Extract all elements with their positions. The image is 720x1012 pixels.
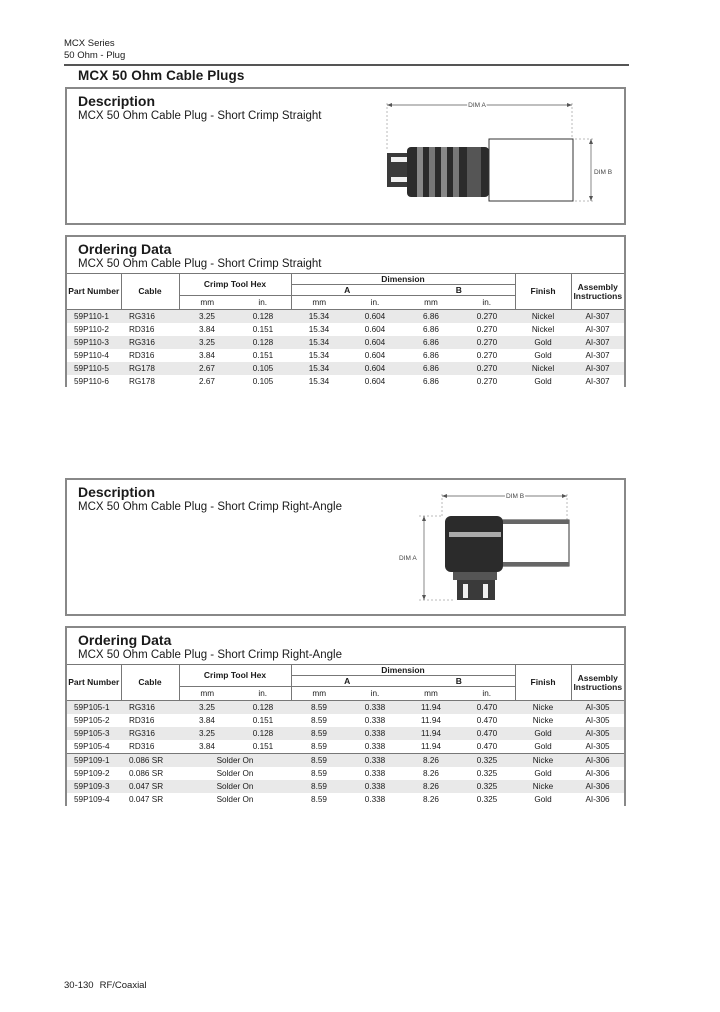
table-cell: 0.270	[459, 310, 515, 324]
table-cell: RD316	[121, 349, 179, 362]
table-cell: RD316	[121, 714, 179, 727]
subseries-name: 50 Ohm - Plug	[64, 50, 126, 61]
ordering-heading: Ordering Data	[78, 241, 172, 257]
table-cell: Nickel	[515, 323, 571, 336]
table-cell: 11.94	[403, 701, 459, 715]
table-cell: 0.128	[235, 727, 291, 740]
table-cell: Gold	[515, 767, 571, 780]
table-cell: AI-306	[571, 780, 624, 793]
table-cell: 6.86	[403, 375, 459, 388]
table-cell: 3.84	[179, 740, 235, 754]
col-part-number: Part Number	[67, 665, 121, 701]
table-cell: Solder On	[179, 767, 291, 780]
table-cell: 8.26	[403, 780, 459, 793]
table-row	[67, 375, 624, 388]
table-cell: 0.338	[347, 767, 403, 780]
table-cell: Nickel	[515, 310, 571, 324]
table-cell: Nicke	[515, 714, 571, 727]
table-cell: AI-307	[571, 336, 624, 349]
table-cell: 15.34	[291, 349, 347, 362]
table-cell: Nicke	[515, 754, 571, 768]
table-cell: 59P105-2	[67, 714, 121, 727]
table-cell: RG316	[121, 336, 179, 349]
table-cell: Solder On	[179, 754, 291, 768]
table-cell: Gold	[515, 336, 571, 349]
table-cell: 8.59	[291, 701, 347, 715]
unit-in: in.	[459, 687, 515, 701]
table-cell: Nickel	[515, 362, 571, 375]
unit-in: in.	[235, 687, 291, 701]
col-dim-b: B	[403, 676, 515, 687]
table-cell: 0.325	[459, 754, 515, 768]
table-cell: 8.59	[291, 740, 347, 754]
table-cell: 59P110-1	[67, 310, 121, 324]
table-cell: AI-305	[571, 727, 624, 740]
table-cell: 59P109-4	[67, 793, 121, 806]
page-footer	[64, 980, 147, 991]
col-finish: Finish	[515, 665, 571, 701]
unit-mm: mm	[179, 296, 235, 310]
table-cell: 6.86	[403, 349, 459, 362]
description-heading: Description	[78, 484, 156, 500]
table-cell: AI-306	[571, 767, 624, 780]
description-panel-right-angle	[65, 478, 626, 616]
col-cable: Cable	[121, 274, 179, 310]
table-cell: 11.94	[403, 727, 459, 740]
table-row	[67, 714, 624, 727]
table-cell: 0.128	[235, 336, 291, 349]
ordering-panel-right-angle	[65, 626, 626, 806]
table-row	[67, 323, 624, 336]
table-cell: 59P110-5	[67, 362, 121, 375]
col-assembly: Assembly Instructions	[571, 274, 624, 310]
table-cell: 8.26	[403, 754, 459, 768]
table-cell: Gold	[515, 727, 571, 740]
unit-in: in.	[347, 687, 403, 701]
table-cell: 0.151	[235, 714, 291, 727]
col-dimension: Dimension	[291, 274, 515, 285]
table-row	[67, 701, 624, 715]
table-cell: 0.470	[459, 727, 515, 740]
table-cell: 59P105-1	[67, 701, 121, 715]
table-cell: Gold	[515, 375, 571, 388]
table-row	[67, 727, 624, 740]
table-row	[67, 793, 624, 806]
table-cell: RG178	[121, 375, 179, 388]
table-cell: 0.325	[459, 780, 515, 793]
table-cell: 15.34	[291, 310, 347, 324]
table-cell: AI-307	[571, 323, 624, 336]
table-cell: 59P110-4	[67, 349, 121, 362]
table-cell: 6.86	[403, 336, 459, 349]
table-cell: Nicke	[515, 780, 571, 793]
table-cell: Gold	[515, 793, 571, 806]
table-cell: 0.338	[347, 780, 403, 793]
table-cell: 8.59	[291, 767, 347, 780]
table-cell: 0.604	[347, 362, 403, 375]
table-cell: 0.325	[459, 767, 515, 780]
table-cell: Solder On	[179, 793, 291, 806]
table-cell: 0.270	[459, 362, 515, 375]
table-cell: 0.470	[459, 701, 515, 715]
table-cell: 0.270	[459, 349, 515, 362]
ordering-table-straight	[67, 273, 624, 388]
table-cell: 59P105-4	[67, 740, 121, 754]
table-cell: 0.470	[459, 740, 515, 754]
table-cell: 0.128	[235, 701, 291, 715]
table-cell: 3.25	[179, 310, 235, 324]
col-dim-a: A	[291, 285, 403, 296]
table-cell: 0.270	[459, 323, 515, 336]
table-cell: 0.086 SR	[121, 767, 179, 780]
table-cell: 11.94	[403, 740, 459, 754]
table-cell: 3.84	[179, 714, 235, 727]
ordering-subtitle: MCX 50 Ohm Cable Plug - Short Crimp Straight	[78, 258, 322, 270]
unit-in: in.	[459, 296, 515, 310]
table-cell: 0.604	[347, 336, 403, 349]
table-cell: 11.94	[403, 714, 459, 727]
table-cell: 15.34	[291, 336, 347, 349]
ordering-table-right-angle	[67, 664, 624, 806]
table-cell: Solder On	[179, 780, 291, 793]
table-cell: 0.105	[235, 375, 291, 388]
table-cell: 0.338	[347, 714, 403, 727]
ordering-heading: Ordering Data	[78, 632, 172, 648]
table-cell: 0.128	[235, 310, 291, 324]
dim-b-label: DIM B	[594, 169, 613, 176]
table-cell: 3.25	[179, 701, 235, 715]
table-cell: 0.151	[235, 349, 291, 362]
table-cell: Gold	[515, 349, 571, 362]
description-text: MCX 50 Ohm Cable Plug - Short Crimp Right-Angle	[78, 501, 342, 513]
table-cell: AI-307	[571, 310, 624, 324]
ordering-panel-straight	[65, 235, 626, 387]
table-cell: 59P105-3	[67, 727, 121, 740]
table-cell: 0.270	[459, 375, 515, 388]
table-cell: Nicke	[515, 701, 571, 715]
table-cell: 6.86	[403, 362, 459, 375]
table-row	[67, 349, 624, 362]
table-cell: RD316	[121, 323, 179, 336]
table-cell: 59P110-6	[67, 375, 121, 388]
table-cell: 59P110-3	[67, 336, 121, 349]
table-cell: 59P109-3	[67, 780, 121, 793]
table-cell: 8.59	[291, 754, 347, 768]
table-row	[67, 362, 624, 375]
table-cell: 0.338	[347, 793, 403, 806]
table-row	[67, 310, 624, 324]
table-cell: 0.151	[235, 740, 291, 754]
table-cell: 59P110-2	[67, 323, 121, 336]
straight-plug-drawing	[379, 95, 619, 207]
table-cell: AI-306	[571, 754, 624, 768]
table-cell: RG178	[121, 362, 179, 375]
table-row	[67, 740, 624, 754]
table-cell: AI-305	[571, 714, 624, 727]
table-cell: 3.25	[179, 727, 235, 740]
unit-mm: mm	[403, 296, 459, 310]
col-dimension: Dimension	[291, 665, 515, 676]
table-cell: 2.67	[179, 375, 235, 388]
col-crimp-tool: Crimp Tool Hex	[179, 665, 291, 687]
table-cell: 3.84	[179, 349, 235, 362]
header-divider	[64, 64, 629, 66]
col-finish: Finish	[515, 274, 571, 310]
table-cell: 0.604	[347, 310, 403, 324]
table-cell: 2.67	[179, 362, 235, 375]
table-cell: 0.325	[459, 793, 515, 806]
unit-mm: mm	[291, 296, 347, 310]
table-cell: 59P109-2	[67, 767, 121, 780]
table-cell: 8.26	[403, 767, 459, 780]
table-cell: 8.59	[291, 727, 347, 740]
table-cell: 8.59	[291, 793, 347, 806]
table-cell: 15.34	[291, 323, 347, 336]
table-cell: 0.604	[347, 349, 403, 362]
footer-category: RF/Coaxial	[99, 980, 147, 991]
series-name: MCX Series	[64, 38, 115, 49]
table-cell: 6.86	[403, 323, 459, 336]
page-number: 30-130	[64, 980, 94, 991]
unit-mm: mm	[403, 687, 459, 701]
unit-in: in.	[347, 296, 403, 310]
description-text: MCX 50 Ohm Cable Plug - Short Crimp Straight	[78, 110, 322, 122]
col-assembly: Assembly Instructions	[571, 665, 624, 701]
table-cell: 6.86	[403, 310, 459, 324]
right-angle-plug-drawing	[397, 486, 607, 610]
description-heading: Description	[78, 93, 156, 109]
table-cell: 0.047 SR	[121, 780, 179, 793]
table-row	[67, 767, 624, 780]
table-cell: RD316	[121, 740, 179, 754]
table-cell: 3.25	[179, 336, 235, 349]
table-cell: 8.59	[291, 714, 347, 727]
table-cell: 8.26	[403, 793, 459, 806]
description-panel-straight	[65, 87, 626, 225]
unit-mm: mm	[291, 687, 347, 701]
table-cell: AI-307	[571, 362, 624, 375]
series-header	[64, 38, 125, 62]
table-cell: RG316	[121, 701, 179, 715]
col-dim-b: B	[403, 285, 515, 296]
table-row	[67, 780, 624, 793]
table-cell: 3.84	[179, 323, 235, 336]
table-row	[67, 754, 624, 768]
table-cell: 0.338	[347, 701, 403, 715]
dim-a-label: DIM A	[399, 555, 417, 562]
table-cell: 59P109-1	[67, 754, 121, 768]
table-row	[67, 336, 624, 349]
col-crimp-tool: Crimp Tool Hex	[179, 274, 291, 296]
col-dim-a: A	[291, 676, 403, 687]
table-cell: AI-307	[571, 349, 624, 362]
table-cell: 0.270	[459, 336, 515, 349]
table-cell: 0.105	[235, 362, 291, 375]
table-cell: 0.338	[347, 754, 403, 768]
ordering-subtitle: MCX 50 Ohm Cable Plug - Short Crimp Right-Angle	[78, 649, 342, 661]
unit-in: in.	[235, 296, 291, 310]
dim-a-label: DIM A	[468, 102, 486, 109]
table-cell: 0.470	[459, 714, 515, 727]
table-cell: AI-305	[571, 701, 624, 715]
table-cell: 0.338	[347, 727, 403, 740]
table-cell: 8.59	[291, 780, 347, 793]
dim-b-label: DIM B	[505, 493, 525, 500]
unit-mm: mm	[179, 687, 235, 701]
table-cell: RG316	[121, 727, 179, 740]
table-cell: 0.604	[347, 323, 403, 336]
table-cell: AI-307	[571, 375, 624, 388]
page-title: MCX 50 Ohm Cable Plugs	[78, 68, 245, 83]
col-part-number: Part Number	[67, 274, 121, 310]
table-cell: 0.151	[235, 323, 291, 336]
table-cell: 0.604	[347, 375, 403, 388]
table-cell: 0.338	[347, 740, 403, 754]
col-cable: Cable	[121, 665, 179, 701]
table-cell: RG316	[121, 310, 179, 324]
table-cell: 15.34	[291, 375, 347, 388]
table-cell: 15.34	[291, 362, 347, 375]
table-cell: 0.086 SR	[121, 754, 179, 768]
table-cell: Gold	[515, 740, 571, 754]
table-cell: 0.047 SR	[121, 793, 179, 806]
table-cell: AI-306	[571, 793, 624, 806]
table-cell: AI-305	[571, 740, 624, 754]
